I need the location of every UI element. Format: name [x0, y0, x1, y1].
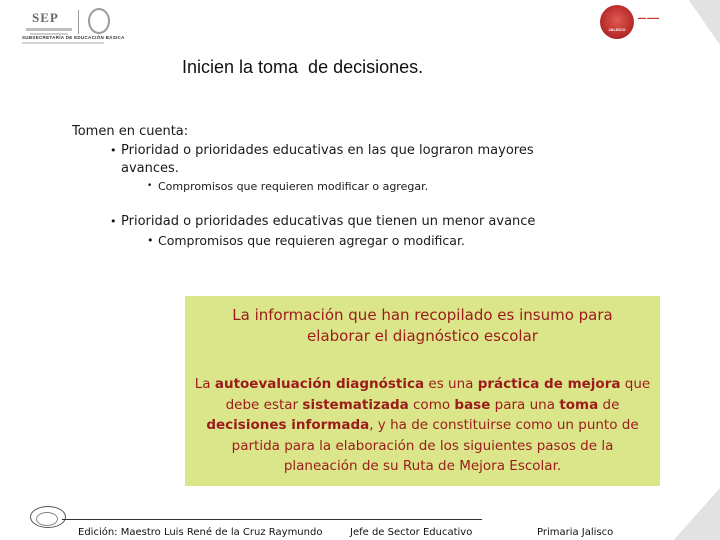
- callout-heading-line-1: La información que han recopilado es insumo para: [232, 306, 613, 324]
- sub-bullet-marker: •: [147, 181, 153, 191]
- callout-text: como: [408, 396, 455, 413]
- bullet-marker: •: [110, 144, 117, 157]
- callout-text: , y ha de constituirse como un punto de partida para la elaboración de los siguientes pasos de la planeación de su Ruta de Mejora Escolar.: [231, 417, 639, 474]
- subsecretaria-label: SUBSECRETARÍA DE EDUCACIÓN BÁSICA: [22, 35, 125, 40]
- callout-text: para una: [490, 396, 560, 413]
- callout-heading: [185, 305, 660, 347]
- sub-bullet-marker: •: [147, 234, 154, 247]
- callout-text: de: [598, 396, 620, 413]
- callout-text: es una: [424, 376, 478, 392]
- callout-paragraph: [193, 374, 652, 477]
- slide-title: Inicien la toma de decisiones.: [182, 57, 424, 77]
- callout-emphasis: decisiones informada: [206, 417, 370, 433]
- footer-jefe: Jefe de Sector Educativo: [350, 527, 473, 538]
- callout-emphasis: práctica de mejora: [477, 376, 621, 392]
- corner-decoration-top: [672, 0, 720, 45]
- footer-logo-inner-icon: [36, 512, 58, 526]
- callout-emphasis: autoevaluación diagnóstica: [214, 376, 425, 392]
- logo-divider: [78, 10, 79, 34]
- jalisco-logo-text: JALISCO: [608, 27, 626, 32]
- corner-decoration-bottom: [662, 488, 720, 540]
- callout-emphasis: base: [454, 396, 491, 413]
- item-1-line-2: avances.: [121, 161, 179, 176]
- jalisco-tagline-mark: ▬▬ ▬▬▬: [638, 15, 660, 20]
- callout-text: que debe estar: [225, 376, 651, 413]
- sep-logo: [24, 6, 119, 46]
- item-1-sub: Compromisos que requieren modificar o agregar.: [158, 180, 429, 193]
- callout-box: [185, 296, 660, 486]
- item-1-line-1: Prioridad o prioridades educativas en las que lograron mayores: [121, 143, 534, 158]
- intro-text: Tomen en cuenta:: [72, 124, 189, 139]
- callout-emphasis: toma: [559, 396, 599, 413]
- sep-logo-text: SEP: [32, 10, 59, 25]
- callout-text: La: [194, 376, 215, 392]
- item-2-sub: Compromisos que requieren agregar o modificar.: [158, 233, 465, 248]
- jalisco-logo: [600, 5, 634, 39]
- bullet-marker: •: [110, 215, 117, 228]
- subsecretaria-underline: [22, 42, 104, 44]
- national-seal-icon: [88, 8, 110, 34]
- sep-logo-underline: [26, 28, 72, 31]
- footer-divider: [62, 519, 482, 520]
- callout-heading-line-2: elaborar el diagnóstico escolar: [307, 327, 538, 345]
- footer-edicion: Edición: Maestro Luis René de la Cruz Raymundo: [78, 527, 323, 538]
- footer-primaria: Primaria Jalisco: [537, 527, 614, 538]
- item-2-line-1: Prioridad o prioridades educativas que tienen un menor avance: [121, 214, 536, 229]
- callout-emphasis: sistematizada: [302, 396, 409, 413]
